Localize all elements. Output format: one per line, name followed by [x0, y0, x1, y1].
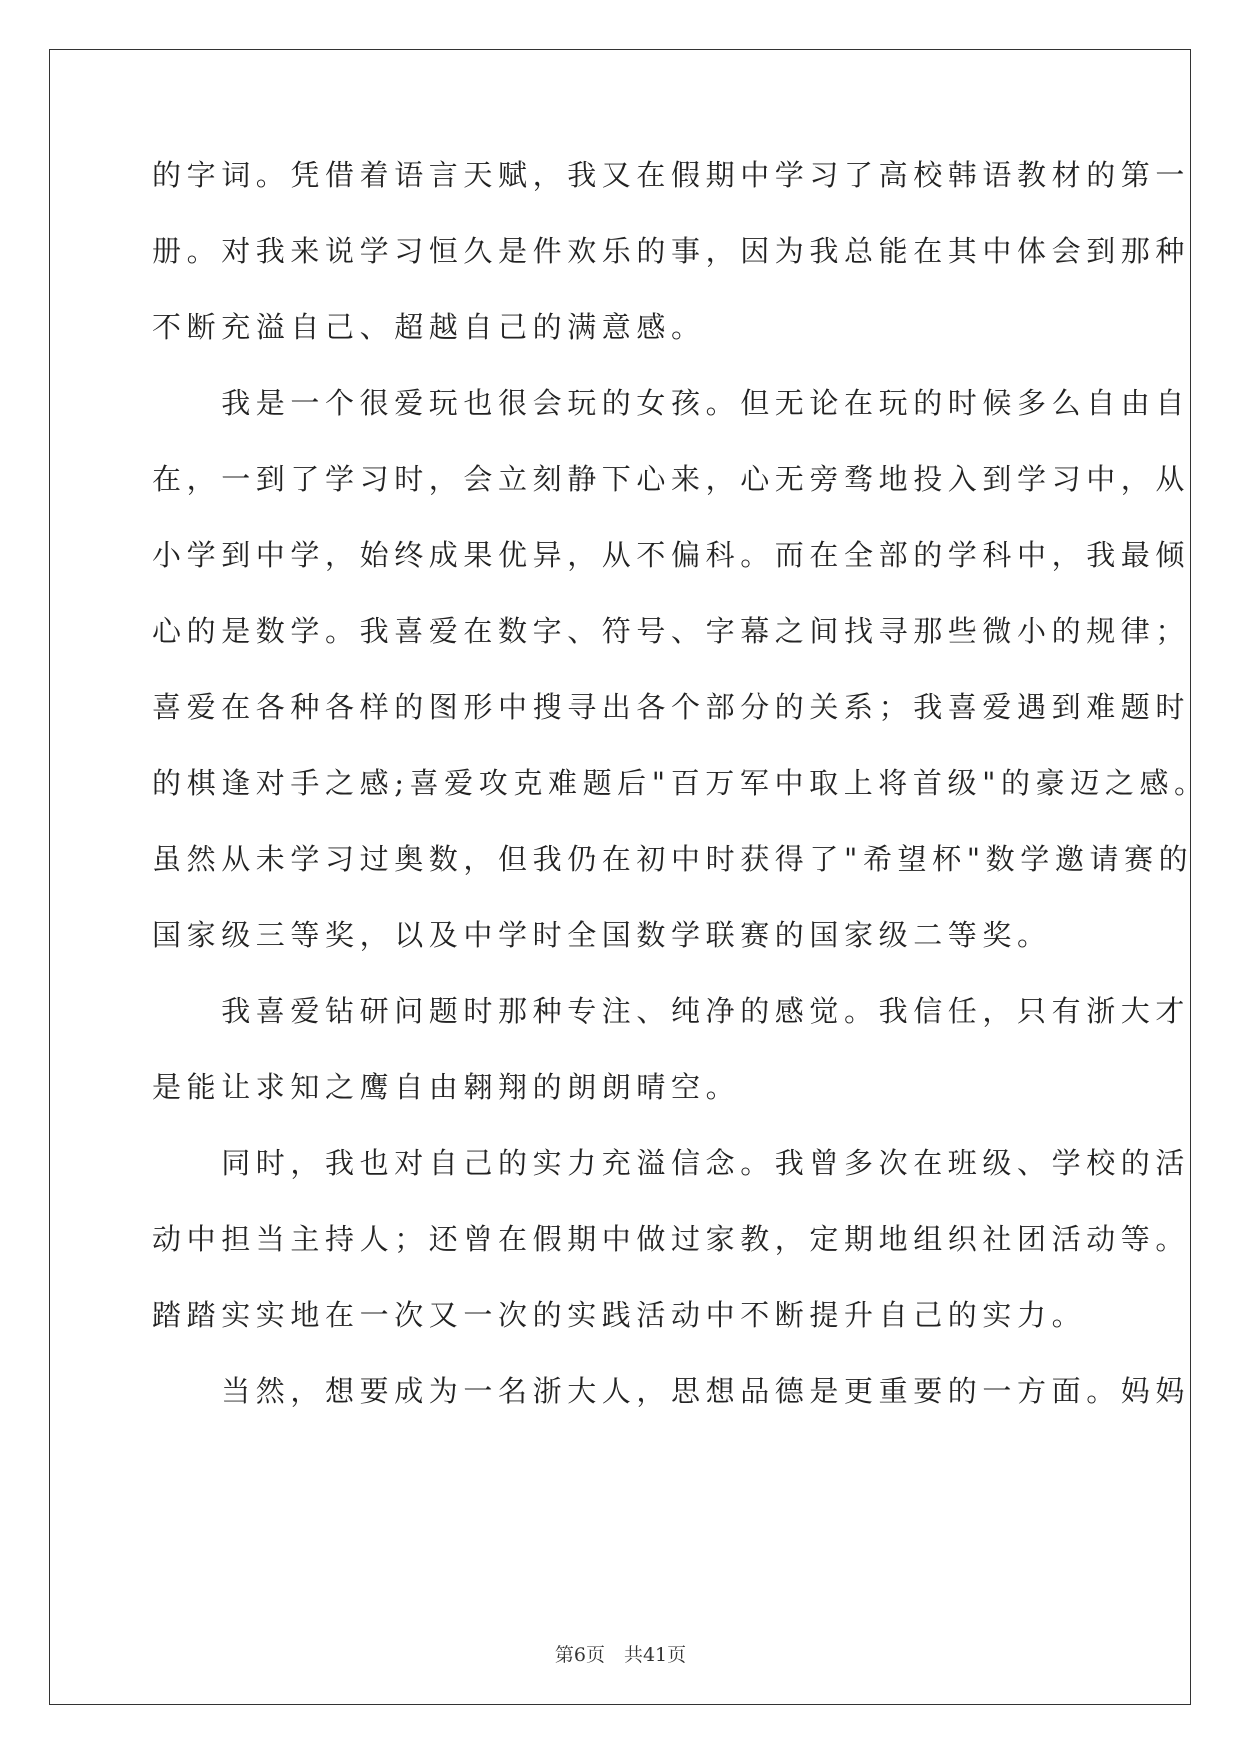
- text-line: 不断充溢自己、超越自己的满意感。: [152, 310, 706, 344]
- text-line: 虽然从未学习过奥数，但我仍在初中时获得了"希望杯"数学邀请赛的: [152, 842, 1194, 876]
- text-line: 当然，想要成为一名浙大人，思想品德是更重要的一方面。妈妈: [152, 1374, 1191, 1408]
- text-line: 踏踏实实地在一次又一次的实践活动中不断提升自己的实力。: [152, 1298, 1087, 1332]
- text-line: 同时，我也对自己的实力充溢信念。我曾多次在班级、学校的活: [152, 1146, 1191, 1180]
- text-line: 我喜爱钻研问题时那种专注、纯净的感觉。我信任，只有浙大才: [152, 994, 1191, 1028]
- text-line: 心的是数学。我喜爱在数字、符号、字幕之间找寻那些微小的规律；: [152, 614, 1191, 648]
- text-line: 动中担当主持人；还曾在假期中做过家教，定期地组织社团活动等。: [152, 1222, 1191, 1256]
- text-line: 的棋逢对手之感;喜爱攻克难题后"百万军中取上将首级"的豪迈之感。: [152, 766, 1209, 800]
- text-line: 我是一个很爱玩也很会玩的女孩。但无论在玩的时候多么自由自: [152, 386, 1191, 420]
- text-line: 的字词。凭借着语言天赋，我又在假期中学习了高校韩语教材的第一: [152, 158, 1191, 192]
- text-line: 喜爱在各种各样的图形中搜寻出各个部分的关系；我喜爱遇到难题时: [152, 690, 1191, 724]
- page-number-footer: 第6页 共41页: [554, 1644, 687, 1666]
- text-line: 小学到中学，始终成果优异，从不偏科。而在全部的学科中，我最倾: [152, 538, 1191, 572]
- text-line: 在，一到了学习时，会立刻静下心来，心无旁骛地投入到学习中，从: [152, 462, 1191, 496]
- text-line: 是能让求知之鹰自由翱翔的朗朗晴空。: [152, 1070, 741, 1104]
- text-line: 国家级三等奖，以及中学时全国数学联赛的国家级二等奖。: [152, 918, 1052, 952]
- text-line: 册。对我来说学习恒久是件欢乐的事，因为我总能在其中体会到那种: [152, 234, 1191, 268]
